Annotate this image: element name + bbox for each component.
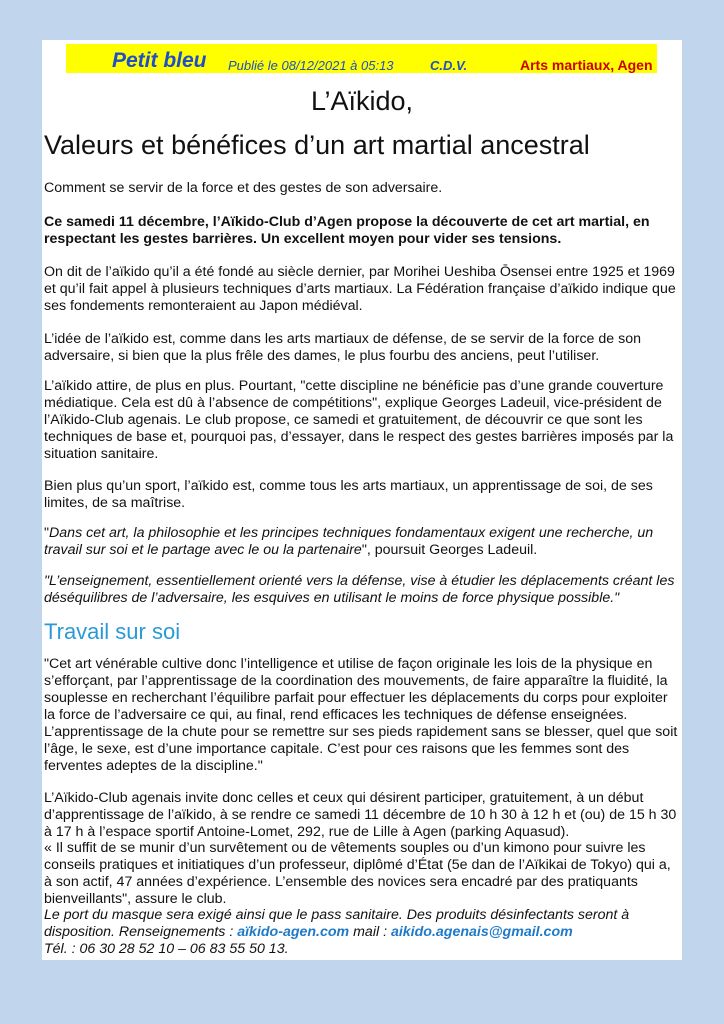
info-text: Le port du masque sera exigé ainsi que le pass sanitaire. Des produits désinfectants seront à disposition. Renseignements : bbox=[44, 907, 630, 940]
article-title-line1: L’Aïkido, bbox=[310, 86, 414, 116]
article-title-line2: Valeurs et bénéfices d’un art martial ancestral bbox=[44, 130, 590, 160]
author-initials: C.D.V. bbox=[430, 58, 468, 73]
subtitle: Comment se servir de la force et des gestes de son adversaire. bbox=[44, 180, 443, 196]
paragraph-sport: Bien plus qu’un sport, l’aïkido est, comme tous les arts martiaux, un apprentissage de soi, de ses limites, de sa maîtrise. bbox=[44, 478, 653, 511]
category-label: Arts martiaux, Agen bbox=[520, 57, 653, 73]
quote-philosophy-text: Dans cet art, la philosophie et les principes techniques fondamentaux exigent une recherche, un travail sur soi et le partage avec le ou la partenaire bbox=[44, 525, 654, 558]
paragraph-equipment: « Il suffit de se munir d’un survêtement ou de vêtements souples ou d’un kimono pour suivre les conseils pratiques et initiatiques d’un professeur, diplômé d’État (5e dan de l’Aïkikai de Tokyo) qui a, à son actif, 47 années d’expérience. L’ensemble des novices sera encadré par des pratiquants bienveillants", assure le club. bbox=[44, 840, 671, 907]
quote-philosophy bbox=[44, 525, 678, 559]
mail-label: mail : bbox=[349, 924, 391, 940]
paragraph-idea: L’idée de l’aïkido est, comme dans les arts martiaux de défense, de se servir de la force de son adversaire, si bien que la plus frêle des dames, le plus fourbu des anciens, peut l’utiliser. bbox=[44, 331, 641, 364]
paragraph-info bbox=[44, 907, 678, 958]
website-link[interactable]: aïkido-agen.com bbox=[237, 924, 350, 940]
quote-attribution: ", poursuit Georges Ladeuil. bbox=[361, 542, 538, 558]
email-link[interactable]: aikido.agenais@gmail.com bbox=[390, 924, 573, 940]
section-title: Travail sur soi bbox=[44, 619, 181, 644]
paragraph-history: On dit de l’aïkido qu’il a été fondé au siècle dernier, par Morihei Ueshiba Ōsensei entre 1925 et 1969 et qu’il fait appel à plusieurs techniques d’arts martiaux. La Fédération française d’aïkido indique que ses fondements remonteraient au Japon médiéval. bbox=[44, 264, 676, 314]
paragraph-club: L’aïkido attire, de plus en plus. Pourtant, "cette discipline ne bénéficie pas d’une grande couverture médiatique. Cela est dû à l’absence de compétitions", explique Georges Ladeuil, vice-président de l’Aïkido-Club agenais. Le club propose, ce samedi et gratuitement, de découvrir ce que sont les techniques de base et, pourquoi pas, d’essayer, dans le respect des gestes barrières imposés par la situation sanitaire. bbox=[44, 378, 674, 462]
quote-open: " bbox=[44, 525, 50, 541]
brand-name: Petit bleu bbox=[112, 49, 207, 72]
lead-paragraph: Ce samedi 11 décembre, l’Aïkido-Club d’Agen propose la découverte de cet art martial, en respectant les gestes barrières. Un excellent moyen pour vider ses tensions. bbox=[44, 214, 650, 247]
paragraph-invitation: L’Aïkido-Club agenais invite donc celles et ceux qui désirent participer, gratuitement, à un début d’apprentissage de l’aïkido, à se rendre ce samedi 11 décembre de 10 h 30 à 12 h et (ou) de 15 h 30 à 17 h à l’espace sportif Antoine-Lomet, 292, rue de Lille à Agen (parking Aquasud). bbox=[44, 790, 677, 840]
paragraph-art: "Cet art vénérable cultive donc l’intelligence et utilise de façon originale les lois de la physique en s’efforçant, par l’apprentissage de la coordination des mouvements, de faire apparaître la fluidité, la souplesse en recherchant l’équilibre parfait pour effectuer les déplacements du corps pour exploiter la force de l’adversaire ce qui, au final, rend efficaces les techniques de défense enseignées. L’apprentissage de la chute pour se remettre sur ses pieds rapidement sans se blesser, quel que soit l’âge, le sexe, est d’une importance capitale. C’est pour ces raisons que les femmes sont des ferventes adeptes de la discipline." bbox=[44, 656, 678, 774]
phone-numbers: Tél. : 06 30 28 52 10 – 06 83 55 50 13. bbox=[44, 941, 289, 957]
publish-date: Publié le 08/12/2021 à 05:13 bbox=[228, 58, 394, 73]
quote-teaching: "L’enseignement, essentiellement orienté vers la défense, vise à étudier les déplacements créant les déséquilibres de l’adversaire, les esquives en utilisant le moins de force physique possible." bbox=[44, 573, 675, 606]
